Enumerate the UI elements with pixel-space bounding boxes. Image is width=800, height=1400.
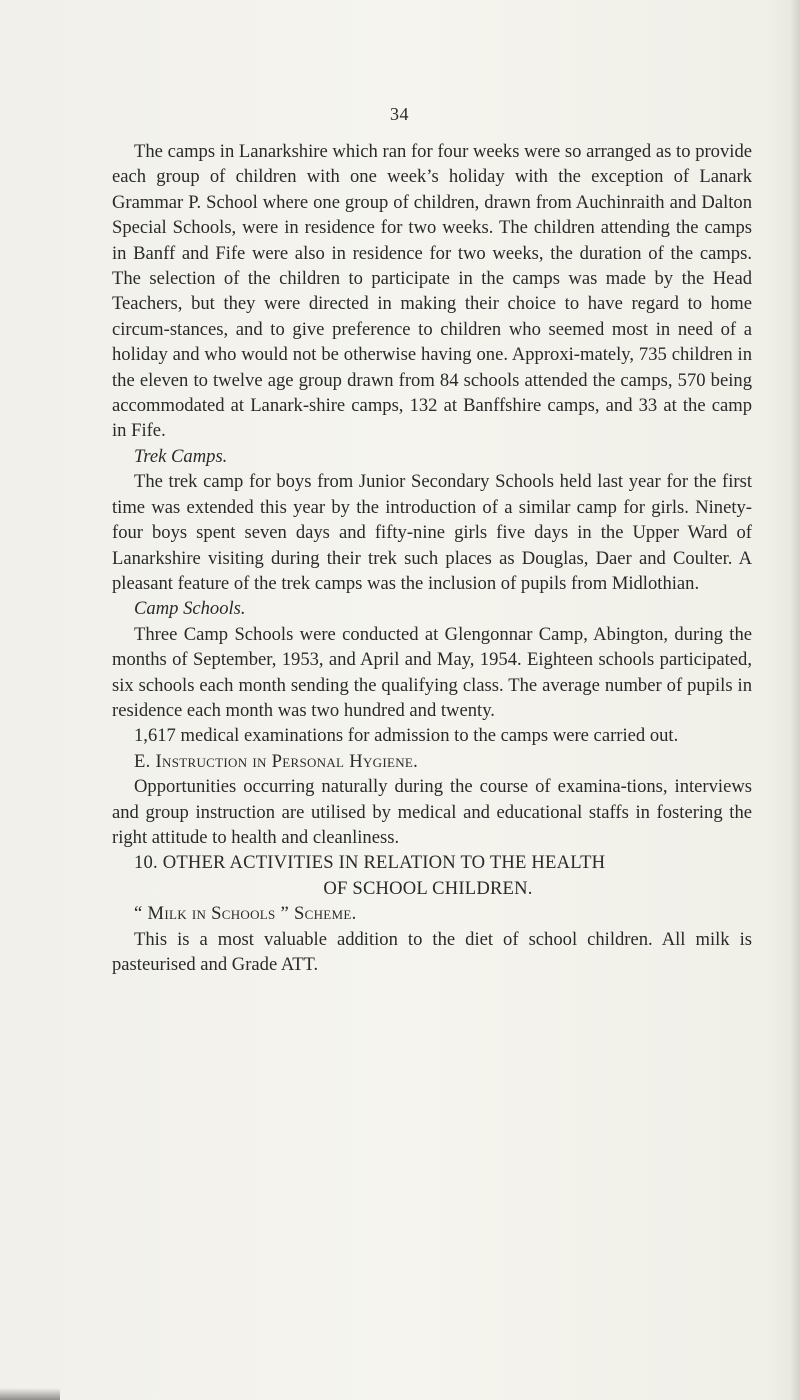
page-number: 34 — [390, 104, 409, 124]
section-heading-other-activities — [112, 850, 752, 901]
heading-personal-hygiene: E. Instruction in Personal Hygiene. — [134, 750, 419, 772]
section-heading-line-1: 10. OTHER ACTIVITIES IN RELATION TO THE HEALTH — [134, 852, 606, 874]
scan-corner-shadow — [0, 1388, 60, 1400]
paragraph-milk-in-schools: This is a most valuable addition to the diet of school children. All milk is pasteurised and Grade ATT. — [112, 928, 752, 975]
heading-trek-camps: Trek Camps. — [134, 445, 228, 467]
paragraph-personal-hygiene: Opportunities occurring naturally during the course of examina-tions, interviews and group instruction are utilised by medical and educational staffs in fostering the right attitude to health and cleanliness. — [112, 776, 752, 848]
paragraph-camp-schools: Three Camp Schools were conducted at Glengonnar Camp, Abington, during the months of September, 1953, and April and May, 1954. Eighteen schools participated, six schools each month sending the qualifying class. The average number of pupils in residence each month was two hundred and twenty. — [112, 623, 752, 721]
heading-milk-in-schools: “ Milk in Schools ” Scheme. — [134, 903, 357, 925]
paragraph-trek-camps: The trek camp for boys from Junior Secondary Schools held last year for the first time was extended this year by the introduction of a similar camp for girls. Ninety-four boys spent seven days and fifty-nine girls five days in the Upper Ward of Lanarkshire visiting during their trek such places as Douglas, Daer and Coulter. A pleasant feature of the trek camps was the inclusion of pupils from Midlothian. — [112, 471, 752, 594]
page-edge-shadow — [790, 0, 800, 1400]
section-heading-line-2: OF SCHOOL CHILDREN. — [323, 877, 533, 899]
body-text — [112, 139, 752, 977]
paragraph-medical-examinations: 1,617 medical examinations for admission to the camps were carried out. — [134, 725, 679, 747]
paragraph-camps-lanarkshire: The camps in Lanarkshire which ran for four weeks were so arranged as to provide each group of children with one week’s holiday with the exception of Lanark Grammar P. School where one group of children, drawn from Auchinraith and Dalton Special Schools, were in residence for two weeks. The children attending the camps in Banff and Fife were also in residence for two weeks, the duration of the camps. The selection of the children to participate in the camps was made by the Head Teachers, but they were directed in making their choice to have regard to home circum-stances, and to give preference to children who seemed most in need of a holiday and who would not be otherwise having one. Approxi-mately, 735 children in the eleven to twelve age group drawn from 84 schools attended the camps, 570 being accommodated at Lanark-shire camps, 132 at Banffshire camps, and 33 at the camp in Fife. — [112, 141, 752, 442]
heading-camp-schools: Camp Schools. — [134, 598, 246, 620]
